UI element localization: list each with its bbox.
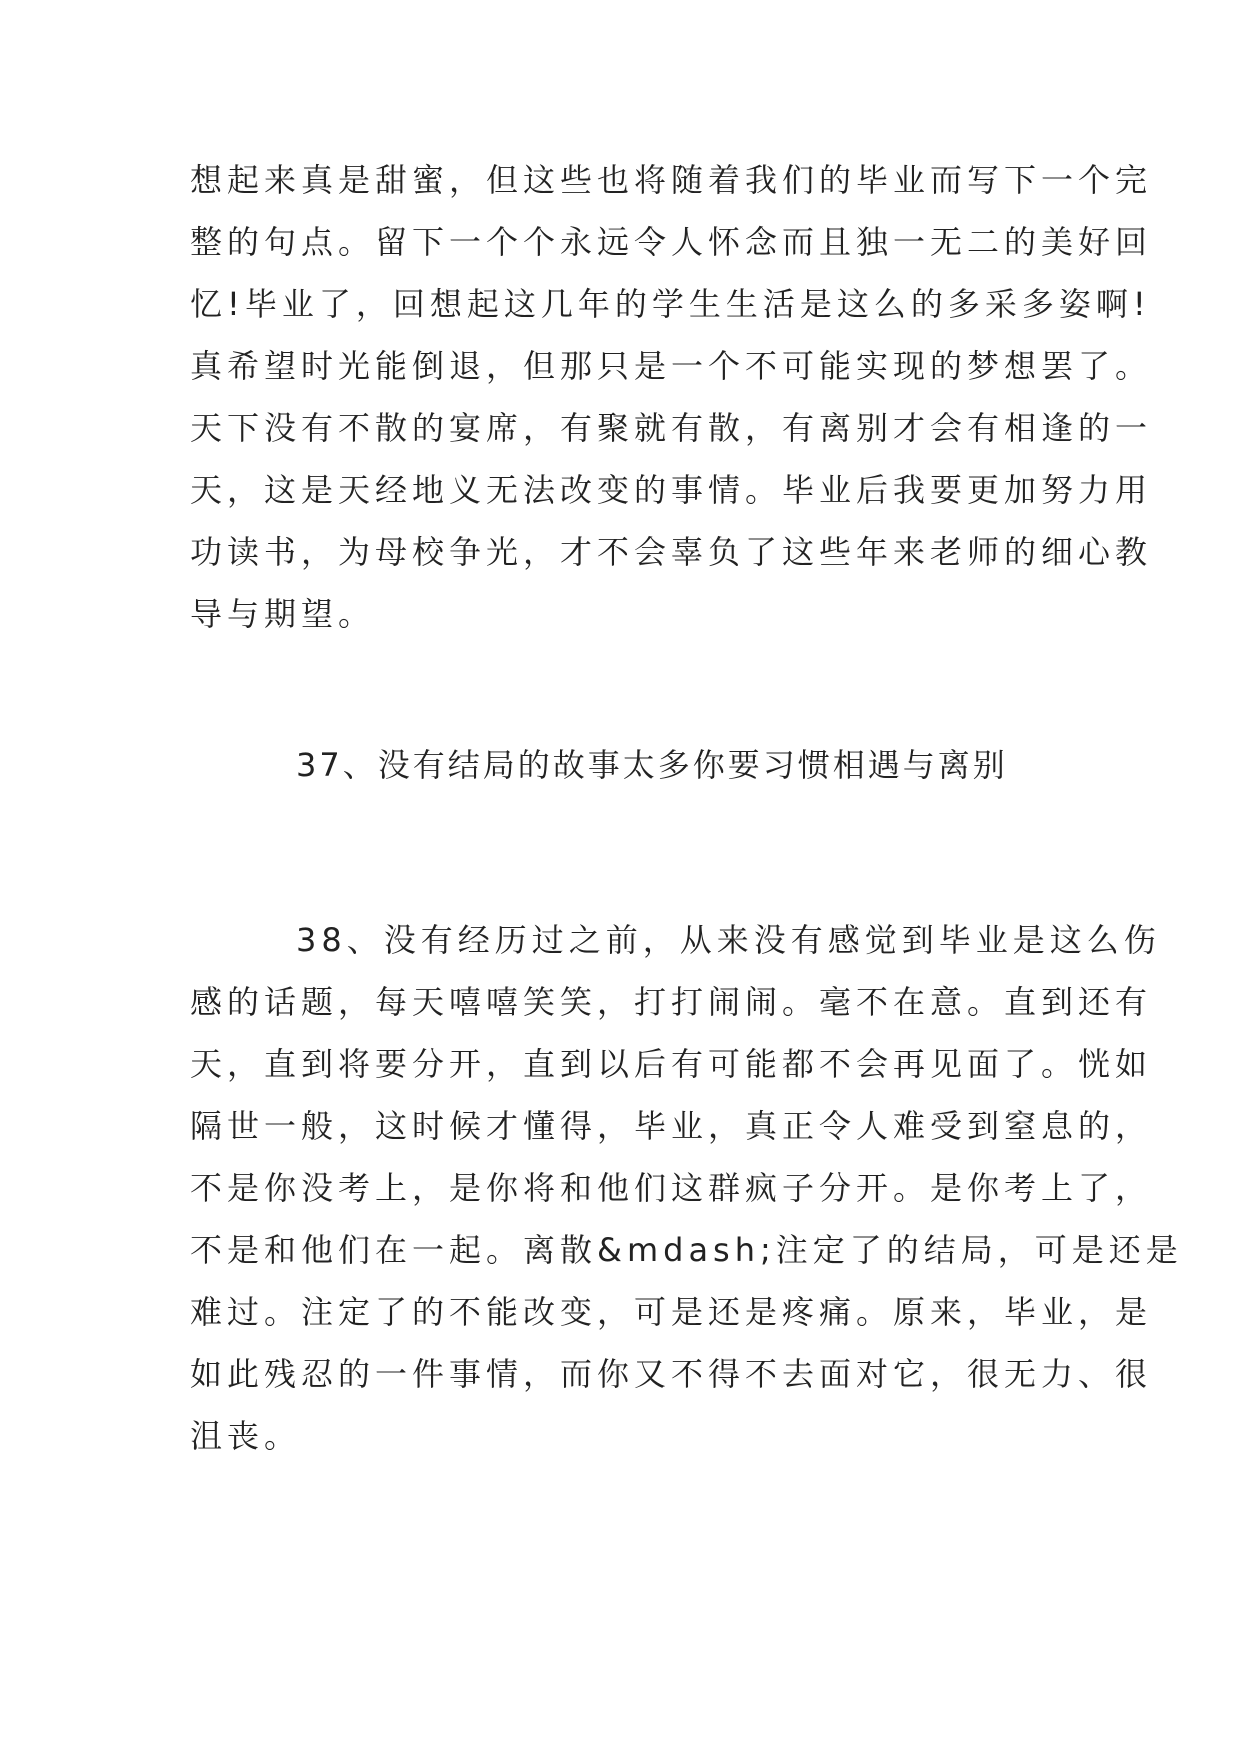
section-heading-37: 37、没有结局的故事太多你要习惯相遇与离别 xyxy=(296,746,1008,784)
paragraph-line: 感的话题，每天嘻嘻笑笑，打打闹闹。毫不在意。直到还有 xyxy=(190,983,1153,1021)
paragraph-line: 导与期望。 xyxy=(190,595,376,633)
paragraph-line: 难过。注定了的不能改变，可是还是疼痛。原来，毕业，是 xyxy=(190,1293,1153,1331)
paragraph-line: 如此残忍的一件事情，而你又不得不去面对它，很无力、很 xyxy=(190,1355,1153,1393)
paragraph-line: 真希望时光能倒退，但那只是一个不可能实现的梦想罢了。 xyxy=(190,347,1153,385)
paragraph-line: 沮丧。 xyxy=(190,1417,302,1455)
paragraph-line: 整的句点。留下一个个永远令人怀念而且独一无二的美好回 xyxy=(190,223,1153,261)
paragraph-line: 隔世一般，这时候才懂得，毕业，真正令人难受到窒息的， xyxy=(190,1107,1153,1145)
paragraph-line: 不是和他们在一起。离散&mdash;注定了的结局，可是还是 xyxy=(190,1231,1183,1269)
paragraph-line: 天下没有不散的宴席，有聚就有散，有离别才会有相逢的一 xyxy=(190,409,1153,447)
paragraph-line: 想起来真是甜蜜，但这些也将随着我们的毕业而写下一个完 xyxy=(190,161,1153,199)
paragraph-line: 天，直到将要分开，直到以后有可能都不会再见面了。恍如 xyxy=(190,1045,1153,1083)
paragraph-line: 天，这是天经地义无法改变的事情。毕业后我要更加努力用 xyxy=(190,471,1153,509)
paragraph-line: 忆!毕业了，回想起这几年的学生生活是这么的多采多姿啊! xyxy=(190,285,1151,323)
paragraph-line: 不是你没考上，是你将和他们这群疯子分开。是你考上了， xyxy=(190,1169,1153,1207)
paragraph-line: 38、没有经历过之前，从来没有感觉到毕业是这么伤 xyxy=(296,921,1161,959)
paragraph-line: 功读书，为母校争光，才不会辜负了这些年来老师的细心教 xyxy=(190,533,1153,571)
